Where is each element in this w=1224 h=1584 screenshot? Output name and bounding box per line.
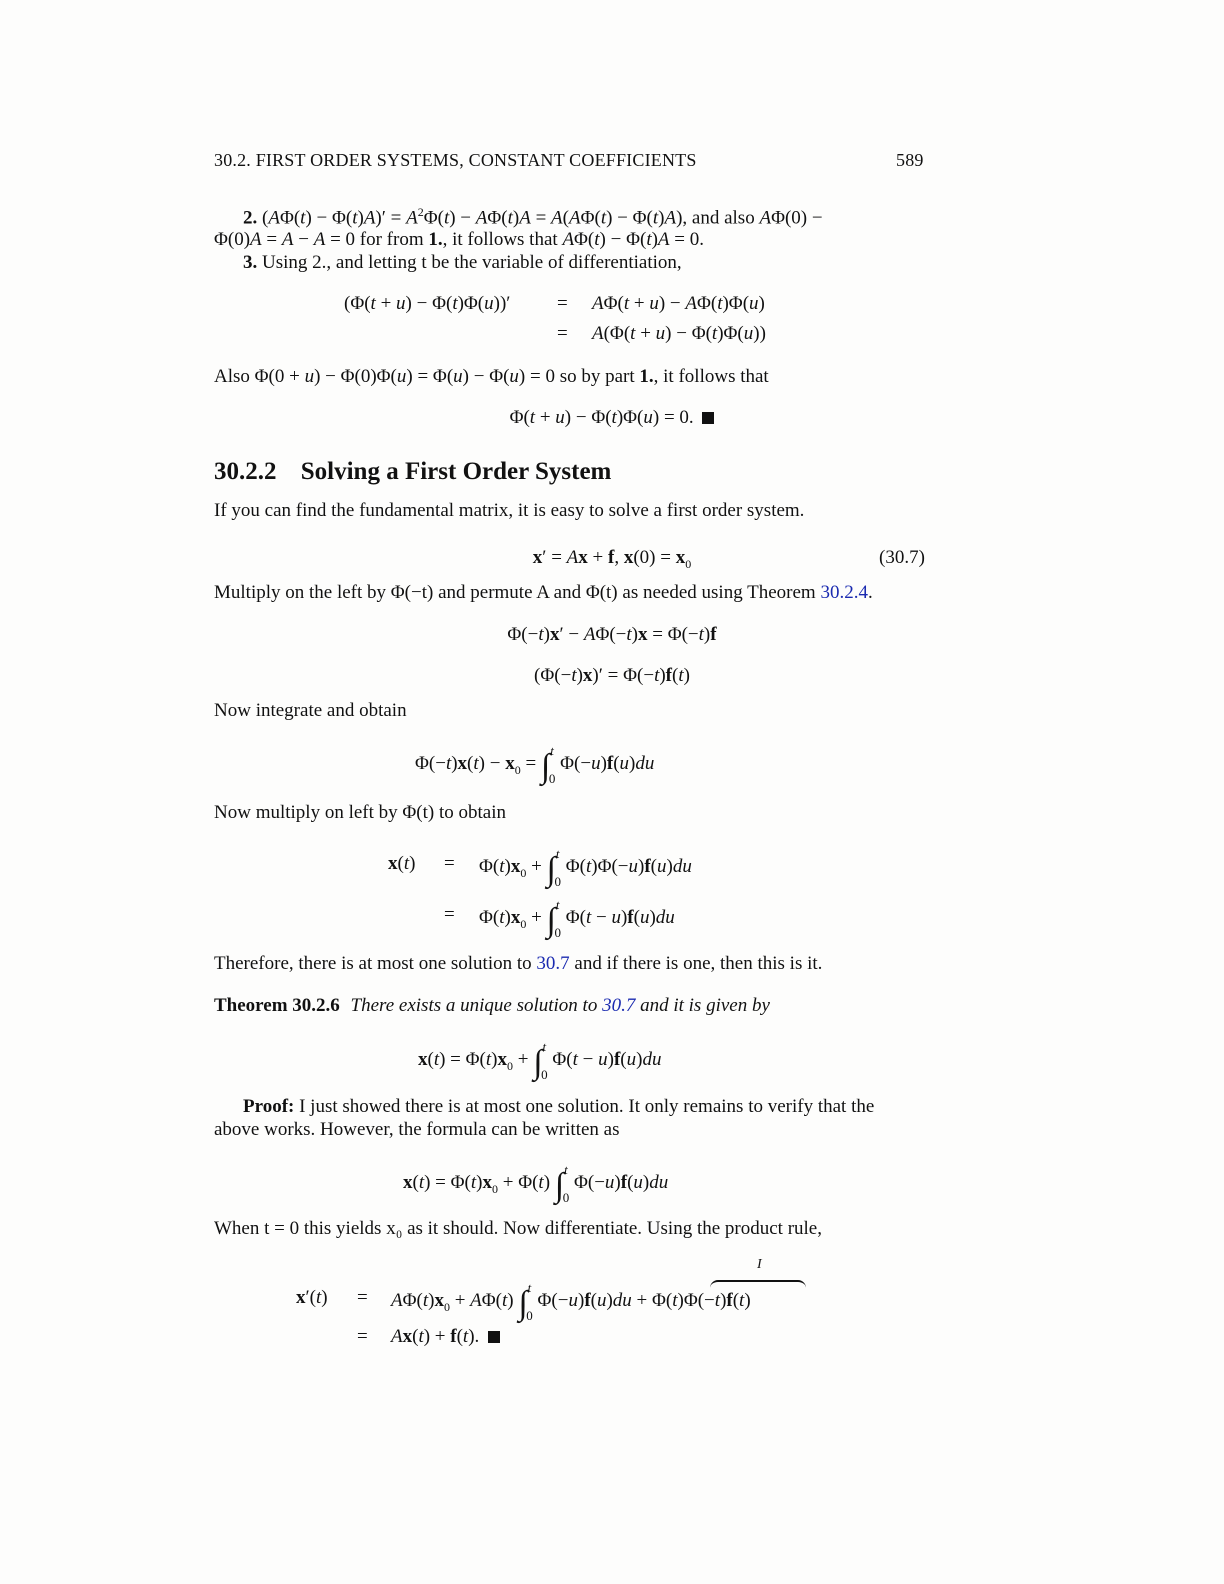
eq-solution-line1: $\Phi(t)x_0 + \int^t_0$ Φ(t)Φ(−u)f(u)du bbox=[479, 846, 692, 889]
brace-label: I bbox=[757, 1257, 762, 1272]
eq-multiply: Φ(−t)x′ − AΦ(−t)x = Φ(−t)f bbox=[507, 624, 717, 645]
eq-link-2[interactable]: 30.7 bbox=[602, 995, 636, 1016]
when-t0-paragraph: When t = 0 this yields x₀ as it should. Now differentiate. Using the product rule, bbox=[214, 1218, 822, 1239]
section-number: 30.2.2 bbox=[214, 458, 277, 485]
eq-integrated: $\Phi(-t)x(t) - x_0 = \int^t_0$ Φ(−u)f(u)du bbox=[415, 743, 655, 786]
section-title: Solving a First Order System bbox=[300, 458, 612, 485]
eq-derivative-rhs2: A(Φ(t + u) − Φ(t)Φ(u)) bbox=[592, 323, 766, 344]
item-2-line2: Φ(0)A = A − A = 0 for from 1., it follows that AΦ(t) − Φ(t)A = 0. bbox=[214, 229, 704, 250]
eq-product: (Φ(−t)x)′ = Φ(−t)f(t) bbox=[534, 665, 690, 686]
proof-label: Proof: bbox=[243, 1096, 295, 1117]
intro-paragraph: If you can find the fundamental matrix, it is easy to solve a first order system. bbox=[214, 500, 805, 521]
item-3-label: 3. bbox=[243, 252, 258, 273]
multiply-paragraph: Multiply on the left by Φ(−t) and permute A and Φ(t) as needed using Theorem 30.2.4. bbox=[214, 582, 873, 603]
eq-link-1[interactable]: 30.7 bbox=[536, 953, 570, 974]
item-2-line1: 2. $(A\Phi(t) - \Phi(t)A)' = A^2\Phi(t) - A\Phi(t)A = A(A\Phi(t) - \Phi(t)A)$, and also AΦ(0) − bbox=[243, 205, 823, 229]
eq-derivative-lhs: (Φ(t + u) − Φ(t)Φ(u))′ bbox=[344, 293, 511, 314]
item-3 bbox=[243, 252, 682, 274]
eq-system: x′ = Ax + f, $x(0) = x_0$ bbox=[532, 547, 692, 571]
theorem-link[interactable]: 30.2.4 bbox=[820, 582, 868, 603]
proof-line1: Proof: I just showed there is at most one solution. It only remains to verify that the bbox=[243, 1096, 875, 1117]
eq-rewritten: $x(t) = \Phi(t)x_0 + \Phi(t)$ ∫$^t_0$ Φ(−u)f(u)du bbox=[403, 1162, 669, 1205]
eq-derivative-rhs1: AΦ(t + u) − AΦ(t)Φ(u) bbox=[592, 293, 765, 314]
proof-line2: above works. However, the formula can be written as bbox=[214, 1119, 620, 1140]
also-line: Also Φ(0 + u) − Φ(0)Φ(u) = Φ(u) − Φ(u) = 0 so by part 1., it follows that bbox=[214, 366, 769, 387]
eq-derivative-final1: $A\Phi(t)x_0 + A\Phi(t)$ ∫$^t_0$ Φ(−u)f(u)du + Φ(t)Φ(−t)f(t) bbox=[391, 1280, 751, 1323]
section-heading bbox=[214, 458, 611, 486]
multiply-left-paragraph: Now multiply on left by Φ(t) to obtain bbox=[214, 802, 506, 823]
page-number: 589 bbox=[896, 150, 924, 170]
eq-solution-line2: $\Phi(t)x_0 + \int^t_0$ Φ(t − u)f(u)du bbox=[479, 897, 675, 940]
theorem-statement: Theorem 30.2.6 There exists a unique solution to 30.7 and it is given by bbox=[214, 995, 770, 1016]
eq-theorem: $x(t) = \Phi(t)x_0 + \int^t_0$ Φ(t − u)f(u)du bbox=[418, 1039, 662, 1082]
qed-square-icon bbox=[702, 412, 714, 424]
therefore-paragraph: Therefore, there is at most one solution to 30.7 and if there is one, then this is it. bbox=[214, 953, 823, 974]
eq-number: (30.7) bbox=[879, 547, 925, 568]
theorem-label: Theorem 30.2.6 bbox=[214, 995, 340, 1016]
item-2-label: 2. bbox=[243, 207, 258, 229]
item-3-text: Using 2., and letting t be the variable of differentiation, bbox=[262, 252, 682, 273]
qed-square-icon bbox=[488, 1331, 500, 1343]
running-title: 30.2. FIRST ORDER SYSTEMS, CONSTANT COEFFICIENTS bbox=[214, 150, 697, 170]
integrate-paragraph: Now integrate and obtain bbox=[214, 700, 407, 721]
eq-derivative-final2: Ax(t) + f(t). bbox=[391, 1326, 500, 1348]
eq-semigroup: Φ(t + u) − Φ(t)Φ(u) = 0. bbox=[0, 407, 1224, 429]
page: 30.2. FIRST ORDER SYSTEMS, CONSTANT COEFFICIENTS 589 2. $(A\Phi(t) - \Phi(t)A)' = A^2\Phi(t) - A\Phi(t)A = A(A\Phi(t) - \Phi(t)A)$, and also AΦ(0) − Φ(0)A = A − A = 0 for from 1., it follows that AΦ(t) − Φ(t)A = 0. 3. Using 2., and letting t be the variable of differentiation, (Φ(t + u) − Φ(t)Φ(u))′ = AΦ(t + u) − AΦ(t)Φ(u) = A(Φ(t + u) − Φ(t)Φ(u)) Also Φ(0 + u) − Φ(0)Φ(u) = Φ(u) − Φ(u) = 0 so by part 1., it follows that Φ(t + u) − Φ(t)Φ(u) = 0. 30.2.2 Solving a First Order System If you can find the fundamental matrix, it is easy to solve a first order system. x′ = Ax + f, $x(0) = x_0$ (30.7) Multiply on the left by Φ(−t) and permute A and Φ(t) as needed using Theorem 30.2.4. Φ(−t)x′ − AΦ(−t)x = Φ(−t)f (Φ(−t)x)′ = Φ(−t)f(t) Now integrate and obtain $\Phi(-t)x(t) - x_0 = \int^t_0$ Φ(−u)f(u)du Now multiply on left by Φ(t) to obtain x(t) = $\Phi(t)x_0 + \int^t_0$ Φ(t)Φ(−u)f(u)du = $\Phi(t)x_0 + \int^t_0$ Φ(t − u)f(u)du Therefore, there is at most one solution to 30.7 and if there is one, then this is it. Theorem 30.2.6 There exists a unique solution to 30.7 and it is given by $x(t) = \Phi(t)x_0 + \int^t_0$ Φ(t − u)f(u)du Proof: I just showed there is at most one solution. It only remains to verify that the above works. However, the formula can be written as $x(t) = \Phi(t)x_0 + \Phi(t)$ ∫$^t_0$ Φ(−u)f(u)du When t = 0 this yields x₀ as it should. Now differentiate. Using the product rule, I x′(t) = $A\Phi(t)x_0 + A\Phi(t)$ ∫$^t_0$ Φ(−u)f(u)du + Φ(t)Φ(−t)f(t) = Ax(t) + f(t). bbox=[0, 0, 1224, 1584]
